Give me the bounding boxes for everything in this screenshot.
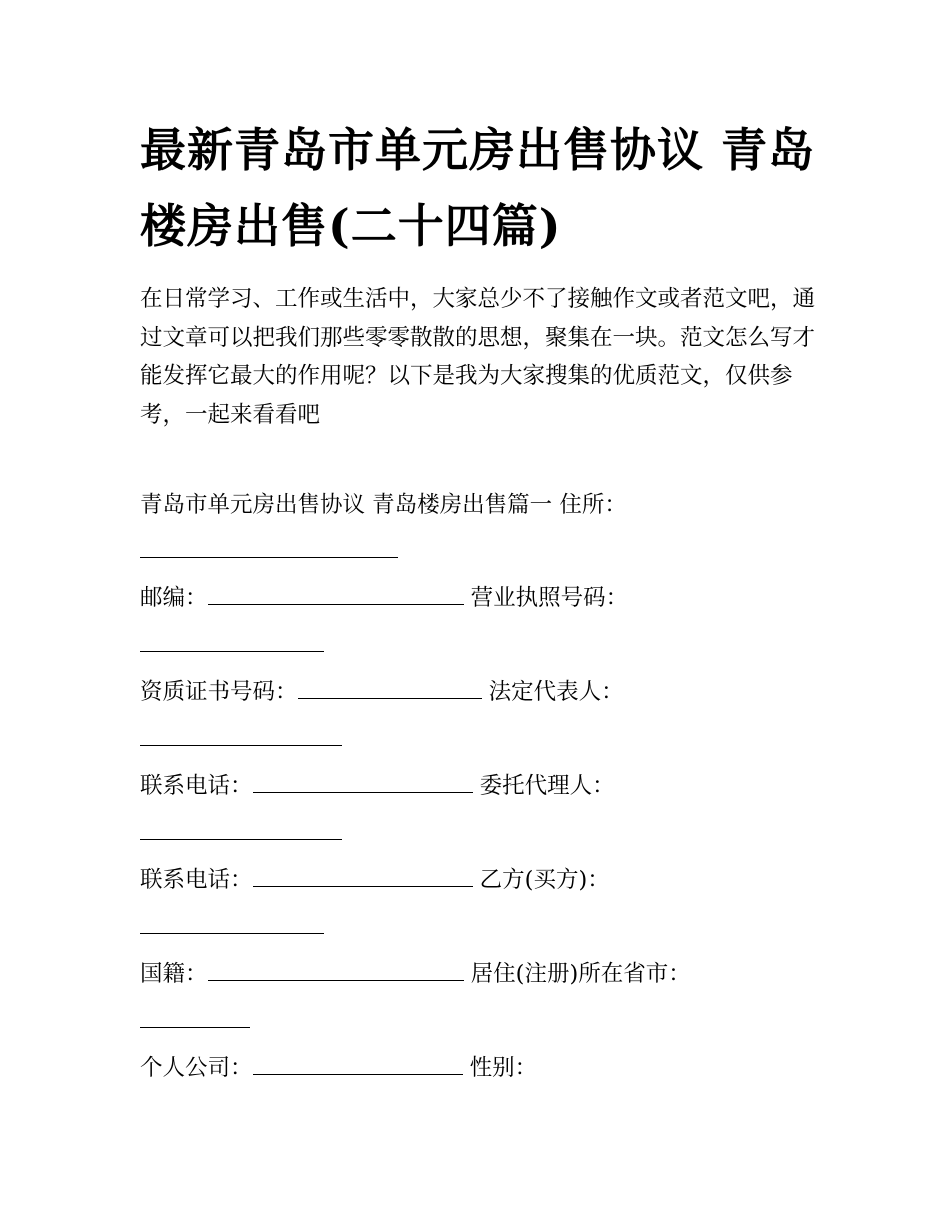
- phone1-label: 联系电话：: [140, 773, 253, 799]
- intro-paragraph: 在日常学习、工作或生活中，大家总少不了接触作文或者范文吧，通过文章可以把我们那些零零散散的思想，聚集在一块。范文怎么写才能发挥它最大的作用呢？以下是我为大家搜集的优质范文，仅供参考，一起来看看吧: [140, 286, 816, 428]
- residence-blank-line: [140, 1006, 250, 1036]
- postcode-label: 邮编：: [140, 585, 208, 611]
- license-label: 营业执照号码：: [470, 585, 629, 611]
- address-label: 住所：: [559, 492, 627, 518]
- document-title: 最新青岛市单元房出售协议 青岛楼房出售(二十四篇): [140, 123, 816, 253]
- residence-label: 居住(注册)所在省市：: [470, 961, 691, 987]
- buyer-blank: [140, 915, 324, 934]
- address-blank: [140, 539, 398, 558]
- section-heading: 青岛市单元房出售协议 青岛楼房出售篇一: [140, 492, 553, 518]
- postcode-line: [140, 583, 628, 613]
- buyer-label: 乙方(买方)：: [479, 867, 610, 893]
- agent-blank-line: [140, 818, 342, 848]
- address-blank-line: [140, 536, 398, 566]
- phone1-blank: [253, 774, 473, 793]
- legal-rep-blank: [140, 727, 342, 746]
- nationality-line: [140, 959, 691, 989]
- legal-rep-label: 法定代表人：: [488, 679, 624, 705]
- phone2-line: [140, 865, 610, 895]
- company-line: [140, 1053, 537, 1083]
- section-heading-line: [140, 490, 627, 520]
- buyer-blank-line: [140, 912, 324, 942]
- license-blank: [140, 633, 324, 652]
- company-blank: [253, 1056, 463, 1075]
- nationality-blank: [208, 962, 464, 981]
- qualification-line: [140, 677, 624, 707]
- nationality-label: 国籍：: [140, 961, 208, 987]
- legal-rep-blank-line: [140, 724, 342, 754]
- agent-label: 委托代理人：: [479, 773, 615, 799]
- phone2-blank: [253, 868, 473, 887]
- license-blank-line: [140, 630, 324, 660]
- qualification-label: 资质证书号码：: [140, 679, 298, 705]
- residence-blank: [140, 1009, 250, 1028]
- qualification-blank: [298, 680, 482, 699]
- postcode-blank: [208, 586, 464, 605]
- phone1-line: [140, 771, 615, 801]
- agent-blank: [140, 821, 342, 840]
- company-label: 个人公司：: [140, 1055, 253, 1081]
- phone2-label: 联系电话：: [140, 867, 253, 893]
- gender-label: 性别：: [469, 1055, 538, 1081]
